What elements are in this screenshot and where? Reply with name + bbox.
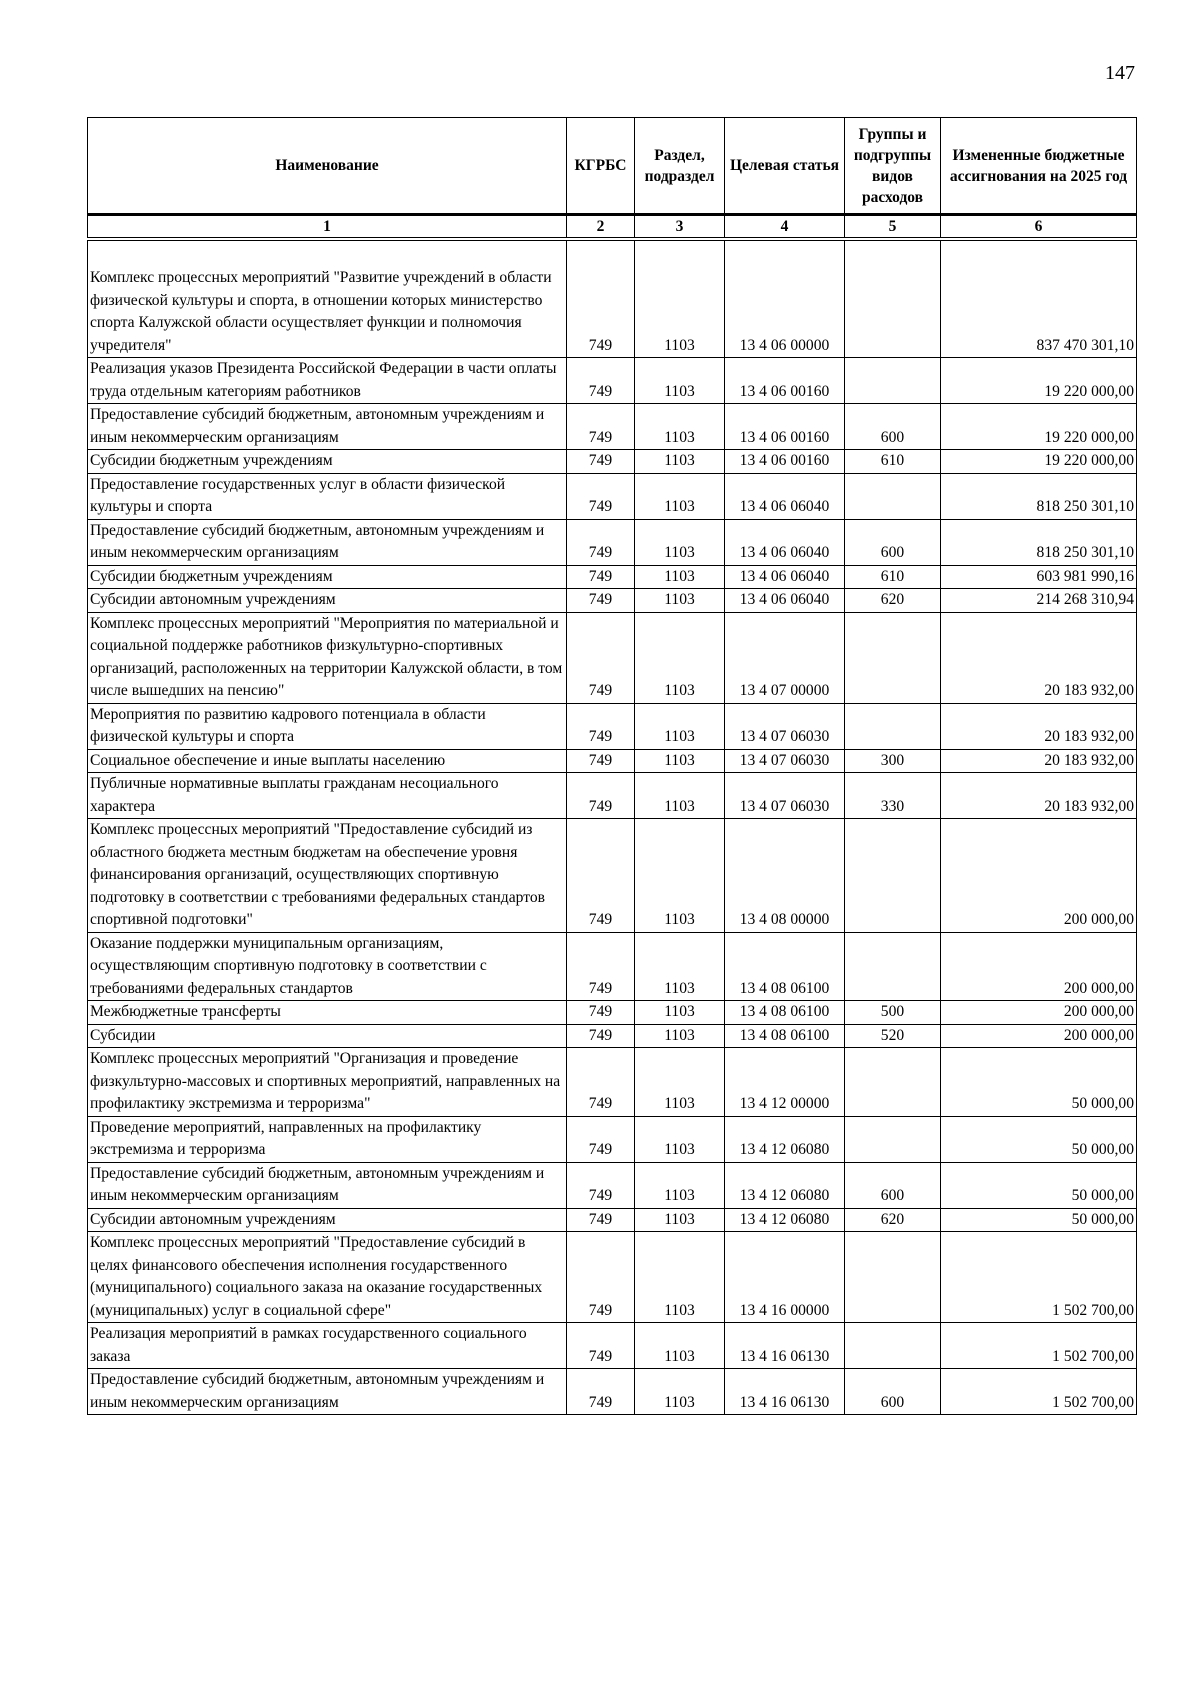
row-target: 13 4 12 06080 xyxy=(725,1208,845,1232)
row-kgrbs: 749 xyxy=(567,749,635,773)
row-group: 620 xyxy=(845,589,941,613)
row-name: Оказание поддержки муниципальным организациям, осуществляющим спортивную подготовку в соответствии с требованиями федеральных стандартов xyxy=(88,932,567,1001)
column-number: 5 xyxy=(845,215,941,240)
row-amount: 19 220 000,00 xyxy=(941,358,1137,404)
row-name: Субсидии бюджетным учреждениям xyxy=(88,565,567,589)
table-row xyxy=(88,358,1137,404)
row-target: 13 4 06 06040 xyxy=(725,519,845,565)
row-kgrbs: 749 xyxy=(567,589,635,613)
row-amount: 50 000,00 xyxy=(941,1162,1137,1208)
row-kgrbs: 749 xyxy=(567,1208,635,1232)
row-section: 1103 xyxy=(635,450,725,474)
row-amount: 818 250 301,10 xyxy=(941,473,1137,519)
row-group: 610 xyxy=(845,565,941,589)
column-number: 3 xyxy=(635,215,725,240)
row-kgrbs: 749 xyxy=(567,773,635,819)
table-row xyxy=(88,612,1137,703)
row-amount: 19 220 000,00 xyxy=(941,404,1137,450)
row-group xyxy=(845,239,941,358)
row-amount: 20 183 932,00 xyxy=(941,749,1137,773)
row-kgrbs: 749 xyxy=(567,1024,635,1048)
row-group xyxy=(845,1323,941,1369)
row-section: 1103 xyxy=(635,1116,725,1162)
row-kgrbs: 749 xyxy=(567,358,635,404)
table-row xyxy=(88,1369,1137,1415)
header-kgrbs: КГРБС xyxy=(567,118,635,215)
row-target: 13 4 16 00000 xyxy=(725,1232,845,1323)
column-number: 4 xyxy=(725,215,845,240)
row-section: 1103 xyxy=(635,819,725,933)
header-row xyxy=(88,118,1137,215)
row-target: 13 4 12 00000 xyxy=(725,1048,845,1117)
row-kgrbs: 749 xyxy=(567,1369,635,1415)
row-amount: 20 183 932,00 xyxy=(941,773,1137,819)
table-row xyxy=(88,239,1137,358)
row-group: 500 xyxy=(845,1001,941,1025)
row-kgrbs: 749 xyxy=(567,404,635,450)
row-target: 13 4 16 06130 xyxy=(725,1369,845,1415)
row-section: 1103 xyxy=(635,1208,725,1232)
table-row xyxy=(88,1208,1137,1232)
row-section: 1103 xyxy=(635,589,725,613)
header-amount: Измененные бюджетные ассигнования на 2025 год xyxy=(941,118,1137,215)
row-name: Проведение мероприятий, направленных на профилактику экстремизма и терроризма xyxy=(88,1116,567,1162)
row-amount: 603 981 990,16 xyxy=(941,565,1137,589)
column-number-row xyxy=(88,215,1137,240)
table-row xyxy=(88,473,1137,519)
row-amount: 20 183 932,00 xyxy=(941,703,1137,749)
row-section: 1103 xyxy=(635,239,725,358)
row-target: 13 4 07 00000 xyxy=(725,612,845,703)
row-name: Комплекс процессных мероприятий "Развитие учреждений в области физической культуры и спорта, в отношении которых министерство спорта Калужской области осуществляет функции и полномочия учредителя" xyxy=(88,239,567,358)
table-row xyxy=(88,1001,1137,1025)
row-section: 1103 xyxy=(635,749,725,773)
row-group xyxy=(845,473,941,519)
table-row xyxy=(88,589,1137,613)
row-amount: 200 000,00 xyxy=(941,1024,1137,1048)
table-row xyxy=(88,404,1137,450)
row-section: 1103 xyxy=(635,473,725,519)
table-row xyxy=(88,773,1137,819)
header-target: Целевая статья xyxy=(725,118,845,215)
row-amount: 818 250 301,10 xyxy=(941,519,1137,565)
row-group: 600 xyxy=(845,404,941,450)
row-amount: 200 000,00 xyxy=(941,1001,1137,1025)
row-target: 13 4 12 06080 xyxy=(725,1116,845,1162)
row-section: 1103 xyxy=(635,1001,725,1025)
row-kgrbs: 749 xyxy=(567,519,635,565)
row-target: 13 4 06 00160 xyxy=(725,450,845,474)
header-name: Наименование xyxy=(88,118,567,215)
table-row xyxy=(88,1116,1137,1162)
row-kgrbs: 749 xyxy=(567,1232,635,1323)
row-name: Межбюджетные трансферты xyxy=(88,1001,567,1025)
row-target: 13 4 06 06040 xyxy=(725,589,845,613)
table-row xyxy=(88,1048,1137,1117)
row-target: 13 4 07 06030 xyxy=(725,749,845,773)
row-target: 13 4 06 00160 xyxy=(725,404,845,450)
row-name: Социальное обеспечение и иные выплаты населению xyxy=(88,749,567,773)
row-amount: 200 000,00 xyxy=(941,819,1137,933)
row-group: 600 xyxy=(845,1162,941,1208)
row-group xyxy=(845,932,941,1001)
row-name: Реализация мероприятий в рамках государственного социального заказа xyxy=(88,1323,567,1369)
row-amount: 20 183 932,00 xyxy=(941,612,1137,703)
row-amount: 50 000,00 xyxy=(941,1116,1137,1162)
row-name: Предоставление субсидий бюджетным, автономным учреждениям и иным некоммерческим организациям xyxy=(88,519,567,565)
row-section: 1103 xyxy=(635,932,725,1001)
table-body xyxy=(88,239,1137,1415)
row-kgrbs: 749 xyxy=(567,473,635,519)
page-number: 147 xyxy=(1105,62,1135,84)
header-group: Группы и подгруппы видов расходов xyxy=(845,118,941,215)
row-amount: 1 502 700,00 xyxy=(941,1369,1137,1415)
row-name: Комплекс процессных мероприятий "Предоставление субсидий из областного бюджета местным бюджетам на обеспечение уровня финансирования организаций, осуществляющих спортивную подготовку в соответствии с требованиями федеральных стандартов спортивной подготовки" xyxy=(88,819,567,933)
row-name: Предоставление субсидий бюджетным, автономным учреждениям и иным некоммерческим организациям xyxy=(88,1162,567,1208)
header-section: Раздел, подраздел xyxy=(635,118,725,215)
table-row xyxy=(88,519,1137,565)
row-kgrbs: 749 xyxy=(567,565,635,589)
row-group: 520 xyxy=(845,1024,941,1048)
row-target: 13 4 08 06100 xyxy=(725,932,845,1001)
row-target: 13 4 06 06040 xyxy=(725,565,845,589)
row-group xyxy=(845,1116,941,1162)
row-amount: 19 220 000,00 xyxy=(941,450,1137,474)
row-target: 13 4 06 00000 xyxy=(725,239,845,358)
row-group: 620 xyxy=(845,1208,941,1232)
row-kgrbs: 749 xyxy=(567,1116,635,1162)
row-name: Комплекс процессных мероприятий "Предоставление субсидий в целях финансового обеспечения исполнения государственного (муниципального) социального заказа на оказание государственных (муниципальных) услуг в социальной сфере" xyxy=(88,1232,567,1323)
row-kgrbs: 749 xyxy=(567,239,635,358)
row-amount: 1 502 700,00 xyxy=(941,1232,1137,1323)
column-number: 1 xyxy=(88,215,567,240)
row-kgrbs: 749 xyxy=(567,703,635,749)
row-section: 1103 xyxy=(635,1369,725,1415)
row-name: Субсидии бюджетным учреждениям xyxy=(88,450,567,474)
row-group xyxy=(845,1232,941,1323)
column-number: 6 xyxy=(941,215,1137,240)
row-kgrbs: 749 xyxy=(567,1323,635,1369)
row-target: 13 4 06 00160 xyxy=(725,358,845,404)
table-row xyxy=(88,565,1137,589)
row-name: Предоставление субсидий бюджетным, автономным учреждениям и иным некоммерческим организациям xyxy=(88,404,567,450)
row-name: Реализация указов Президента Российской Федерации в части оплаты труда отдельным категориям работников xyxy=(88,358,567,404)
row-kgrbs: 749 xyxy=(567,612,635,703)
table-row xyxy=(88,703,1137,749)
row-section: 1103 xyxy=(635,404,725,450)
row-group: 300 xyxy=(845,749,941,773)
row-target: 13 4 08 06100 xyxy=(725,1024,845,1048)
row-section: 1103 xyxy=(635,1323,725,1369)
row-amount: 50 000,00 xyxy=(941,1208,1137,1232)
row-amount: 50 000,00 xyxy=(941,1048,1137,1117)
row-section: 1103 xyxy=(635,612,725,703)
row-kgrbs: 749 xyxy=(567,450,635,474)
row-target: 13 4 07 06030 xyxy=(725,773,845,819)
row-group xyxy=(845,612,941,703)
row-name: Комплекс процессных мероприятий "Организация и проведение физкультурно-массовых и спортивных мероприятий, направленных на профилактику экстремизма и терроризма" xyxy=(88,1048,567,1117)
row-kgrbs: 749 xyxy=(567,1162,635,1208)
row-name: Субсидии xyxy=(88,1024,567,1048)
row-group: 330 xyxy=(845,773,941,819)
row-section: 1103 xyxy=(635,358,725,404)
row-group: 600 xyxy=(845,1369,941,1415)
column-number: 2 xyxy=(567,215,635,240)
row-group: 600 xyxy=(845,519,941,565)
row-kgrbs: 749 xyxy=(567,819,635,933)
row-name: Мероприятия по развитию кадрового потенциала в области физической культуры и спорта xyxy=(88,703,567,749)
row-target: 13 4 08 06100 xyxy=(725,1001,845,1025)
row-section: 1103 xyxy=(635,1024,725,1048)
row-name: Предоставление государственных услуг в области физической культуры и спорта xyxy=(88,473,567,519)
table-row xyxy=(88,749,1137,773)
row-target: 13 4 06 06040 xyxy=(725,473,845,519)
table-row xyxy=(88,1323,1137,1369)
row-target: 13 4 12 06080 xyxy=(725,1162,845,1208)
row-section: 1103 xyxy=(635,1232,725,1323)
row-section: 1103 xyxy=(635,565,725,589)
table-row xyxy=(88,932,1137,1001)
row-section: 1103 xyxy=(635,1048,725,1117)
row-group xyxy=(845,1048,941,1117)
row-group xyxy=(845,358,941,404)
row-name: Публичные нормативные выплаты гражданам несоциального характера xyxy=(88,773,567,819)
table-row xyxy=(88,450,1137,474)
budget-table xyxy=(87,117,1137,1415)
row-name: Субсидии автономным учреждениям xyxy=(88,1208,567,1232)
row-amount: 200 000,00 xyxy=(941,932,1137,1001)
row-kgrbs: 749 xyxy=(567,1001,635,1025)
row-target: 13 4 07 06030 xyxy=(725,703,845,749)
table-row xyxy=(88,1024,1137,1048)
row-section: 1103 xyxy=(635,1162,725,1208)
table-row xyxy=(88,819,1137,933)
row-section: 1103 xyxy=(635,773,725,819)
table-row xyxy=(88,1232,1137,1323)
row-target: 13 4 08 00000 xyxy=(725,819,845,933)
table-row xyxy=(88,1162,1137,1208)
row-name: Комплекс процессных мероприятий "Мероприятия по материальной и социальной поддержке работников физкультурно-спортивных организаций, расположенных на территории Калужской области, в том числе вышедших на пенсию" xyxy=(88,612,567,703)
row-kgrbs: 749 xyxy=(567,932,635,1001)
row-amount: 1 502 700,00 xyxy=(941,1323,1137,1369)
row-name: Субсидии автономным учреждениям xyxy=(88,589,567,613)
row-name: Предоставление субсидий бюджетным, автономным учреждениям и иным некоммерческим организациям xyxy=(88,1369,567,1415)
row-kgrbs: 749 xyxy=(567,1048,635,1117)
row-section: 1103 xyxy=(635,703,725,749)
row-amount: 214 268 310,94 xyxy=(941,589,1137,613)
row-group: 610 xyxy=(845,450,941,474)
row-group xyxy=(845,703,941,749)
row-amount: 837 470 301,10 xyxy=(941,239,1137,358)
row-group xyxy=(845,819,941,933)
row-section: 1103 xyxy=(635,519,725,565)
row-target: 13 4 16 06130 xyxy=(725,1323,845,1369)
